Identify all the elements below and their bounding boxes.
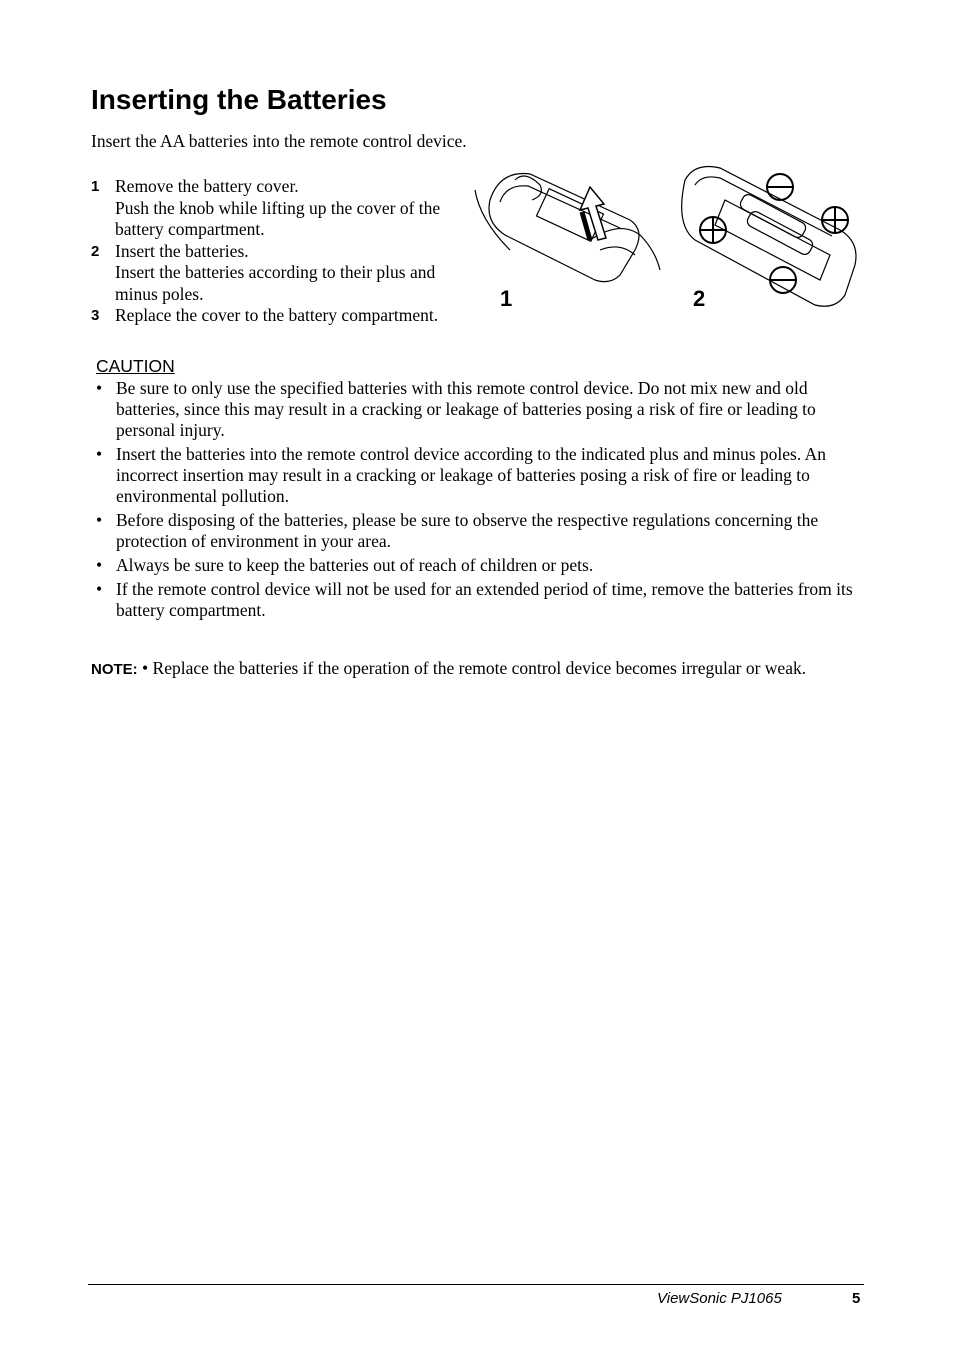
caution-heading: CAUTION: [96, 356, 175, 376]
caution-text: Before disposing of the batteries, please be sure to observe the respective regulations concerning the protection of environment in your area.: [116, 510, 819, 551]
bullet: •: [96, 510, 103, 530]
steps-list: [91, 176, 481, 327]
bullet: •: [96, 555, 103, 575]
step-item: [91, 241, 481, 306]
remote-control-hand-icon: [475, 174, 660, 282]
bullet: •: [96, 444, 103, 464]
caution-text: Be sure to only use the specified batteries with this remote control device. Do not mix new and old batteries, since this may result in a cracking or leakage of batteries posing a risk of fire or leading to personal injury.: [116, 378, 816, 440]
step-number: 3: [91, 307, 100, 324]
step-number: 1: [91, 178, 100, 195]
battery-illustration: [470, 160, 870, 320]
intro-text: Insert the AA batteries into the remote control device.: [91, 131, 467, 151]
figure-label-2: 2: [693, 286, 706, 311]
step-title: Insert the batteries.: [115, 240, 249, 261]
step-detail: Insert the batteries according to their plus and minus poles.: [115, 262, 436, 304]
step-item: [91, 305, 481, 327]
note-text: • Replace the batteries if the operation of the remote control device becomes irregular or weak.: [137, 658, 807, 678]
step-detail: Push the knob while lifting up the cover of the battery compartment.: [115, 197, 441, 239]
caution-text: If the remote control device will not be used for an extended period of time, remove the batteries from its battery compartment.: [116, 579, 853, 620]
footer-divider: [88, 1284, 864, 1285]
minus-pole-icon: [767, 174, 793, 200]
caution-text: Insert the batteries into the remote control device according to the indicated plus and minus poles. An incorrect insertion may result in a cracking or leakage of batteries posing a risk of fire or leading to environmental pollution.: [116, 444, 827, 506]
step-title: Remove the battery cover.: [115, 176, 299, 196]
caution-item: [96, 510, 864, 552]
bullet: •: [96, 579, 103, 599]
caution-item: [96, 579, 864, 621]
caution-item: [96, 378, 864, 441]
note-label: NOTE:: [91, 661, 138, 678]
plus-pole-icon: [700, 217, 726, 243]
bullet: •: [96, 378, 103, 398]
caution-list: [96, 378, 864, 624]
caution-text: Always be sure to keep the batteries out of reach of children or pets.: [116, 555, 594, 575]
step-item: [91, 176, 481, 241]
step-title: Replace the cover to the battery compartment.: [115, 305, 439, 325]
footer-brand: ViewSonic PJ1065: [657, 1290, 782, 1307]
minus-pole-icon: [770, 267, 796, 293]
figure-label-1: 1: [500, 286, 513, 311]
caution-item: [96, 444, 864, 507]
plus-pole-icon: [822, 207, 848, 233]
page-number: 5: [852, 1290, 861, 1307]
battery-figure: [470, 160, 870, 320]
step-number: 2: [91, 242, 100, 260]
page-title: Inserting the Batteries: [91, 84, 387, 115]
note: [91, 658, 861, 680]
caution-item: [96, 555, 864, 576]
